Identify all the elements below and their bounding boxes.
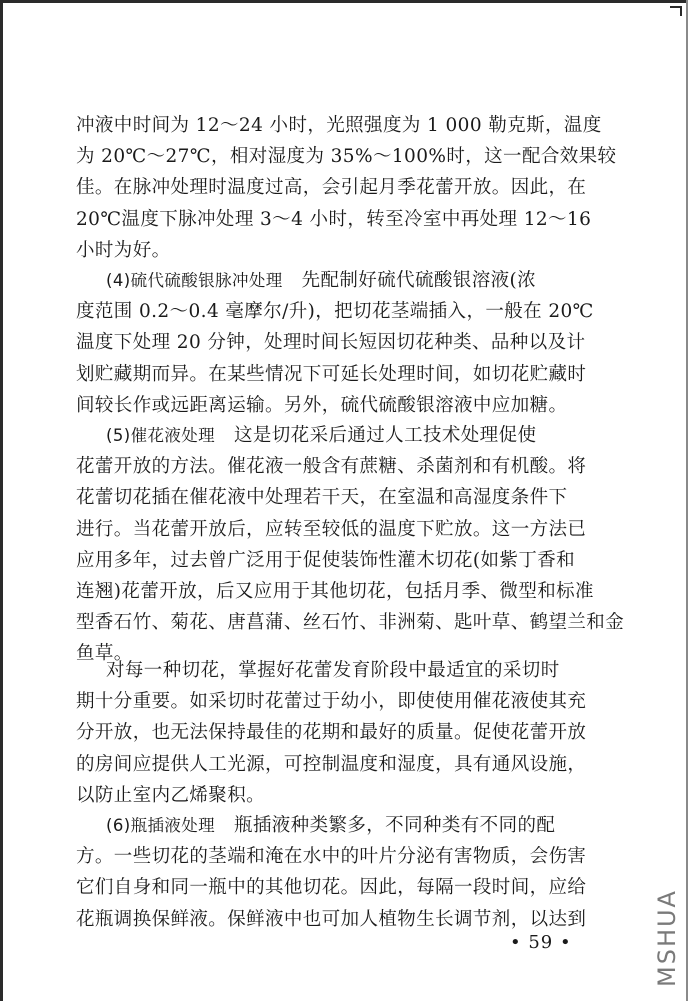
watermark-text: MSHUA xyxy=(653,888,682,987)
text-line: 应用多年，过去曾广泛用于促使装饰性灌木切花(如紫丁香和 xyxy=(76,549,576,571)
paragraph-5 xyxy=(76,810,616,935)
text-line: 对每一种切花，掌握好花蕾发育阶段中最适宜的采切时 xyxy=(106,660,560,681)
text-line: 分开放，也无法保持最佳的花期和最好的质量。促使花蕾开放 xyxy=(76,722,587,744)
text-line: 型香石竹、菊花、唐菖蒲、丝石竹、非洲菊、匙叶草、鹤望兰和金 xyxy=(76,612,625,634)
heading-continuation: 瓶插液种类繁多，不同种类有不同的配 xyxy=(233,815,556,836)
heading-continuation: 这是切花采后通过人工技术处理促使 xyxy=(233,425,537,446)
paragraph-3 xyxy=(76,420,625,670)
text-line xyxy=(76,265,616,296)
text-line: 花蕾开放的方法。催花液一般含有蔗糖、杀菌剂和有机酸。将 xyxy=(76,456,587,478)
section-heading: (5)催花液处理 xyxy=(106,426,216,445)
text-line: 度范围 0.2～0.4 毫摩尔/升)，把切花茎端插入，一般在 20℃ xyxy=(76,301,594,323)
text-line: 20℃温度下脉冲处理 3～4 小时，转至冷室中再处理 12～16 xyxy=(76,208,592,230)
text-line: 间较长作或远距离运输。另外，硫代硫酸银溶液中应加糖。 xyxy=(76,394,568,416)
page-number: • 59 • xyxy=(510,932,572,953)
text-line: 它们自身和同一瓶中的其他切花。因此，每隔一段时间，应给 xyxy=(76,877,587,899)
scan-border-left xyxy=(0,0,3,1001)
text-line: 期十分重要。如采切时花蕾过于幼小，即使使用催花液使其充 xyxy=(76,691,587,713)
text-line: 连翘)花蕾开放，后又应用于其他切花，包括月季、微型和标准 xyxy=(76,580,594,602)
text-line: 温度下处理 20 分钟，处理时间长短因切花种类、品种以及计 xyxy=(76,332,586,354)
section-heading: (4)硫代硫酸银脉冲处理 xyxy=(106,271,283,290)
text-line: 鱼草。 xyxy=(76,643,133,665)
text-line: 以防止室内乙烯聚积。 xyxy=(76,784,266,806)
text-line: 的房间应提供人工光源，可控制温度和湿度，具有通风设施， xyxy=(76,753,587,775)
text-line xyxy=(76,810,616,841)
text-line: 佳。在脉冲处理时温度过高，会引起月季花蕾开放。因此，在 xyxy=(76,177,587,199)
text-line xyxy=(76,420,616,451)
text-line: 进行。当花蕾开放后，应转至较低的温度下贮放。这一方法已 xyxy=(76,518,587,540)
heading-continuation: 先配制好硫代硫酸银溶液(浓 xyxy=(301,270,537,291)
text-line: 花瓶调换保鲜液。保鲜液中也可加人植物生长调节剂，以达到 xyxy=(76,908,587,930)
paragraph-1 xyxy=(76,110,616,266)
section-heading: (6)瓶插液处理 xyxy=(106,816,216,835)
paragraph-2 xyxy=(76,265,616,421)
text-line: 花蕾切花插在催花液中处理若干天，在室温和高湿度条件下 xyxy=(76,487,568,509)
paragraph-4 xyxy=(76,655,616,811)
text-line: 为 20℃～27℃，相对湿度为 35%～100%时，这一配合效果较 xyxy=(76,146,617,168)
watermark xyxy=(652,880,682,995)
text-line: 冲液中时间为 12～24 小时，光照强度为 1 000 勒克斯，温度 xyxy=(76,115,602,136)
text-line: 小时为好。 xyxy=(76,239,171,261)
scan-border-top xyxy=(0,0,688,3)
corner-mark xyxy=(670,6,682,16)
text-line: 方。一些切花的茎端和淹在水中的叶片分泌有害物质，会伤害 xyxy=(76,846,587,868)
text-line: 划贮藏期而异。在某些情况下可延长处理时间，如切花贮藏时 xyxy=(76,363,587,385)
